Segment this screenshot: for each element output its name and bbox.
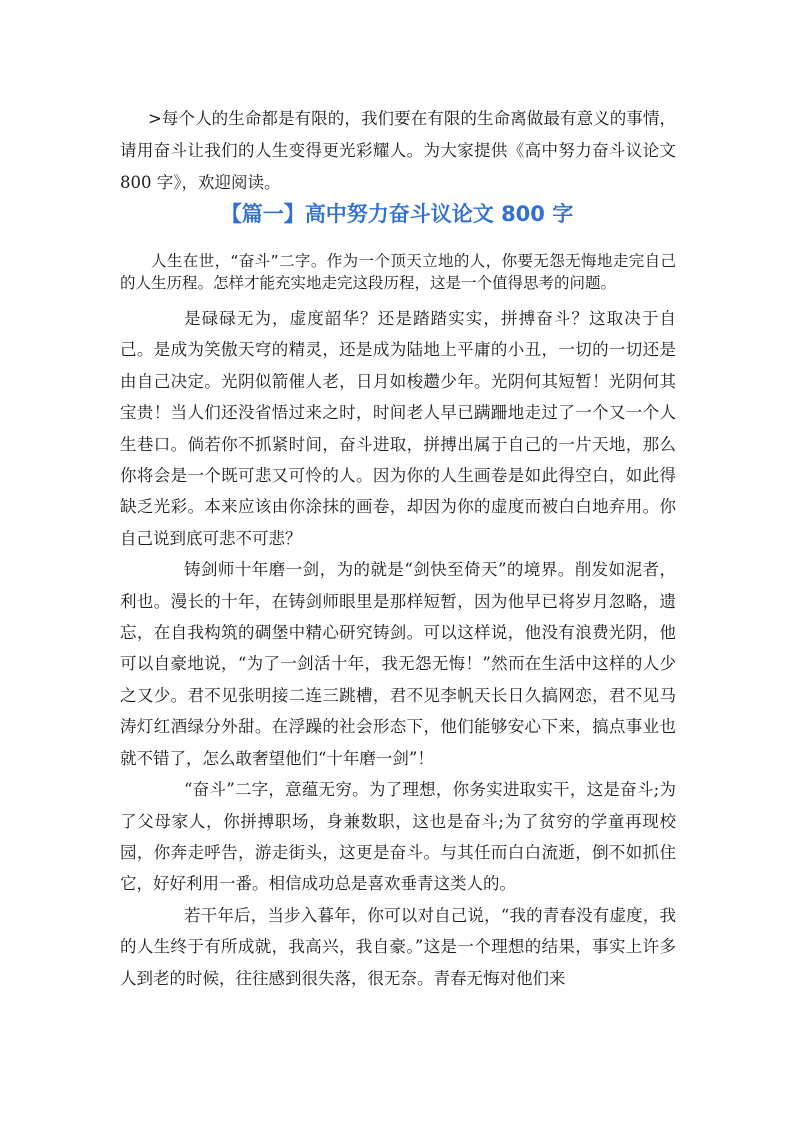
paragraph-1: 人生在世，“奋斗”二字。作为一个顶天立地的人，你要无怨无悔地走完自己的人生历程。怎样才能充实地走完这段历程，这是一个值得思考的问题。 [120,252,676,292]
paragraph-2: 是碌碌无为，虚度韶华？还是踏踏实实，拼搏奋斗？这取决于自己。是成为笑傲天穹的精灵，还是成为陆地上平庸的小丑，一切的一切还是由自己决定。光阴似箭催人老，日月如梭趱少年。光阴何其短暂！光阴何其宝贵！当人们还没省悟过来之时，时间老人早已蹒跚地走过了一个又一个人生巷口。倘若你不抓紧时间，奋斗进取，拼搏出属于自己的一片天地，那么你将会是一个既可悲又可怜的人。因为你的人生画卷是如此得空白，如此得缺乏光彩。本来应该由你涂抹的画卷，却因为你的虚度而被白白地弃用。你自己说到底可悲不可悲？ [120,309,676,548]
body-text [120,303,676,994]
paragraph-4: “奋斗”二字，意蕴无穷。为了理想，你务实进取实干，这是奋斗;为了父母家人，你拼搏职场，身兼数职，这也是奋斗;为了贫穷的学童再现校园，你奔走呼告，游走街头，这更是奋斗。与其任而白白流逝，倒不如抓住它，好好利用一番。相信成功总是喜欢垂青这类人的。 [120,780,676,894]
intro-paragraph: >每个人的生命都是有限的，我们要在有限的生命离做最有意义的事情，请用奋斗让我们的人生变得更光彩耀人。为大家提供《高中努力奋斗议论文 800 字》，欢迎阅读。 [120,109,676,192]
paragraph-3: 铸剑师十年磨一剑，为的就是“剑快至倚天”的境界。削发如泥者，利也。漫长的十年，在铸剑师眼里是那样短暂，因为他早已将岁月忽略，遗忘，在自我构筑的碉堡中精心研究铸剑。可以这样说，他没有浪费光阴，他可以自豪地说，“为了一剑活十年，我无怨无悔！”然而在生活中这样的人少之又少。君不见张明接二连三跳槽，君不见李帆天长日久搞网恋，君不见马涛灯红酒绿分外甜。在浮躁的社会形态下，他们能够安心下来，搞点事业也就不错了，怎么敢奢望他们“十年磨一剑”！ [120,560,676,768]
paragraph-5: 若干年后，当步入暮年，你可以对自己说，“我的青春没有虚度，我的人生终于有所成就，我高兴，我自豪。”这是一个理想的结果，事实上许多人到老的时候，往往感到很失落，很无奈。青春无悔对他们来 [120,905,676,988]
section-heading: 【篇一】高中努力奋斗议论文 800 字 [220,202,574,226]
